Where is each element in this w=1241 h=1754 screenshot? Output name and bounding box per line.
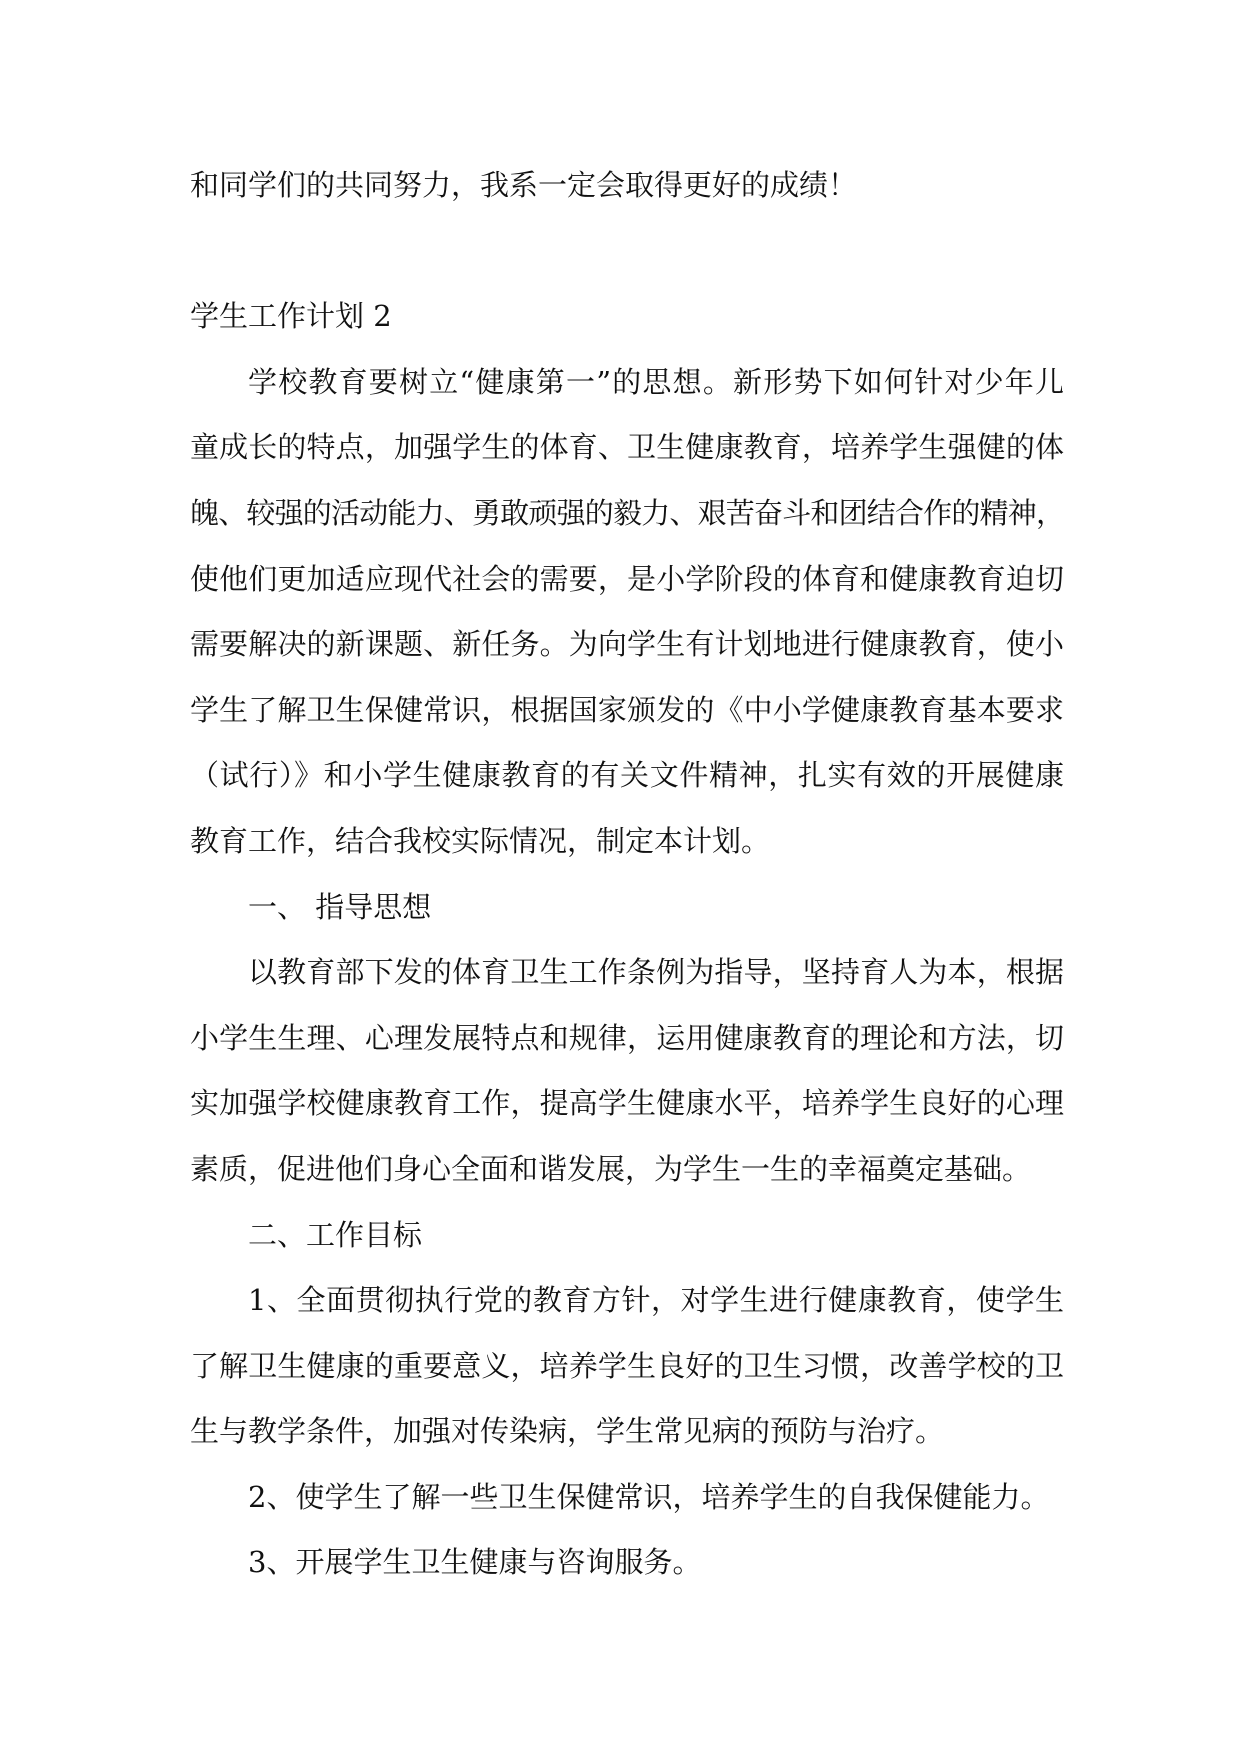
paragraph-line: 学校教育要树立“健康第一”的思想。新形势下如何针对少年儿 <box>248 364 1064 399</box>
intro-paragraph <box>190 350 1064 875</box>
paragraph-line: 1、全面贯彻执行党的教育方针，对学生进行健康教育，使学生 <box>248 1283 1064 1318</box>
blank-line <box>190 219 1064 285</box>
paragraph-line: 实加强学校健康教育工作，提高学生健康水平，培养学生良好的心理 <box>190 1086 1064 1121</box>
document-body <box>190 153 1064 1596</box>
goal-item-3 <box>190 1530 1064 1596</box>
paragraph-line: 童成长的特点，加强学生的体育、卫生健康教育，培养学生强健的体 <box>190 430 1064 465</box>
paragraph-line: 需要解决的新课题、新任务。为向学生有计划地进行健康教育，使小 <box>190 627 1064 662</box>
paragraph-line: 生与教学条件，加强对传染病，学生常见病的预防与治疗。 <box>190 1414 945 1449</box>
paragraph-line: 素质，促进他们身心全面和谐发展，为学生一生的幸福奠定基础。 <box>190 1151 1032 1186</box>
paragraph-line: 魄、较强的活动能力、勇敢顽强的毅力、艰苦奋斗和团结合作的精神， <box>190 495 1064 530</box>
paragraph-line: 2、使学生了解一些卫生保健常识，培养学生的自我保健能力。 <box>248 1479 1050 1514</box>
paragraph-line: 小学生生理、心理发展特点和规律，运用健康教育的理论和方法，切 <box>190 1020 1064 1055</box>
continued-paragraph-line: 和同学们的共同努力，我系一定会取得更好的成绩！ <box>190 168 858 202</box>
paragraph-line: 教育工作，结合我校实际情况，制定本计划。 <box>190 823 771 858</box>
paragraph-line: 使他们更加适应现代社会的需要，是小学阶段的体育和健康教育迫切 <box>190 561 1064 596</box>
heading-guiding-ideology: 一、 指导思想 <box>248 889 432 924</box>
goal-item-2 <box>190 1465 1064 1531</box>
paragraph-line: （试行）》和小学生健康教育的有关文件精神，扎实有效的开展健康 <box>190 758 1064 793</box>
goal-item-1 <box>190 1268 1064 1465</box>
paragraph-line: 了解卫生健康的重要意义，培养学生良好的卫生习惯，改善学校的卫 <box>190 1348 1064 1383</box>
paragraph-line: 3、开展学生卫生健康与咨询服务。 <box>248 1545 702 1580</box>
guiding-ideology-paragraph <box>190 940 1064 1202</box>
section-title: 学生工作计划 2 <box>190 299 392 334</box>
paragraph-line: 以教育部下发的体育卫生工作条例为指导，坚持育人为本，根据 <box>248 955 1064 990</box>
paragraph-line: 学生了解卫生保健常识，根据国家颁发的《中小学健康教育基本要求 <box>190 692 1064 727</box>
heading-work-goals: 二、工作目标 <box>248 1217 423 1252</box>
